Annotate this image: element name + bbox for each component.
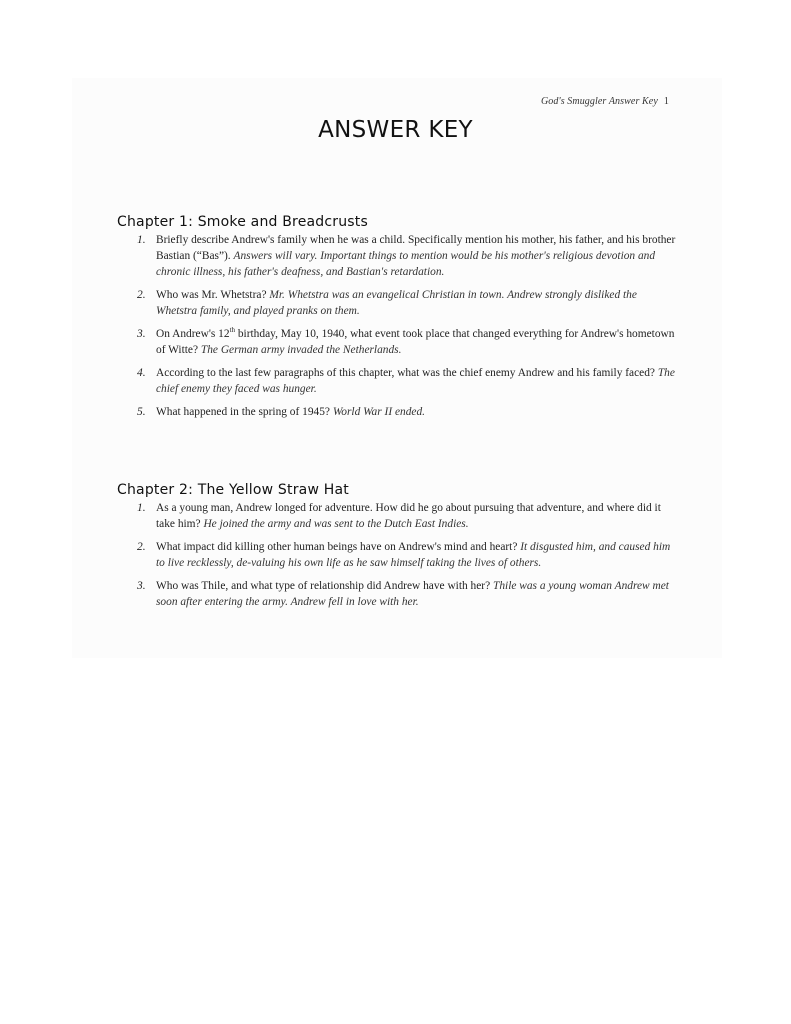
page-title: ANSWER KEY	[318, 117, 473, 143]
answer-text: Mr. Whetstra was an evangelical Christian in town. Andrew strongly disliked the Whetstra family, and played pranks on them.	[156, 289, 637, 317]
answer-text: Answers will vary. Important things to mention would be his mother's religious devotion and chronic illness, his father's deafness, and Bastian's retardation.	[156, 250, 656, 278]
question-item	[117, 365, 677, 397]
question-number: 3.	[137, 580, 146, 592]
question-text: As a young man, Andrew longed for adventure. How did he go about pursuing that adventure, and where did it take him?	[156, 502, 661, 530]
question-item	[117, 578, 677, 610]
question-item	[117, 326, 677, 358]
question-text-start: On Andrew's 12	[156, 328, 230, 340]
question-item	[117, 404, 677, 420]
chapter-heading: Chapter 2: The Yellow Straw Hat	[117, 482, 349, 498]
question-number: 1.	[137, 234, 146, 246]
question-number: 3.	[137, 328, 146, 340]
running-header	[541, 96, 669, 107]
question-number: 1.	[137, 502, 146, 514]
chapter-heading: Chapter 1: Smoke and Breadcrusts	[117, 214, 368, 230]
question-number: 2.	[137, 541, 146, 553]
answer-text: He joined the army and was sent to the Dutch East Indies.	[203, 518, 469, 530]
answer-text: It disgusted him, and caused him to live recklessly, de-valuing his own life as he saw himself taking the lives of others.	[156, 541, 671, 569]
question-text: Who was Thile, and what type of relationship did Andrew have with her?	[156, 580, 493, 592]
question-list	[117, 500, 677, 610]
question-text: According to the last few paragraphs of this chapter, what was the chief enemy Andrew and his family faced?	[156, 367, 658, 379]
question-item	[117, 500, 677, 532]
question-text: Who was Mr. Whetstra?	[156, 289, 270, 301]
question-item	[117, 539, 677, 571]
question-list	[117, 232, 677, 420]
question-item	[117, 232, 677, 280]
question-number: 4.	[137, 367, 146, 379]
chapter-2-section	[117, 482, 677, 617]
answer-text: World War II ended.	[332, 406, 426, 418]
question-number: 5.	[137, 406, 146, 418]
page-number: 1	[663, 96, 669, 107]
chapter-1-section	[117, 214, 677, 427]
question-text: Briefly describe Andrew's family when he was a child. Specifically mention his mother, his father, and his brother Bastian (“Bas”).	[156, 234, 676, 262]
question-text: What happened in the spring of 1945?	[156, 406, 333, 418]
question-text-end: birthday, May 10, 1940, what event took place that changed everything for Andrew's hometown of Witte?	[156, 328, 675, 356]
question-item	[117, 287, 677, 319]
question-number: 2.	[137, 289, 146, 301]
answer-text: Thile was a young woman Andrew met soon after entering the army. Andrew fell in love with her.	[156, 580, 669, 608]
running-title: God's Smuggler Answer Key	[540, 96, 658, 107]
answer-text: The German army invaded the Netherlands.	[200, 344, 402, 356]
question-text: What impact did killing other human beings have on Andrew's mind and heart?	[156, 541, 521, 553]
answer-text: The chief enemy they faced was hunger.	[156, 367, 675, 395]
ordinal-suffix: th	[229, 326, 236, 335]
